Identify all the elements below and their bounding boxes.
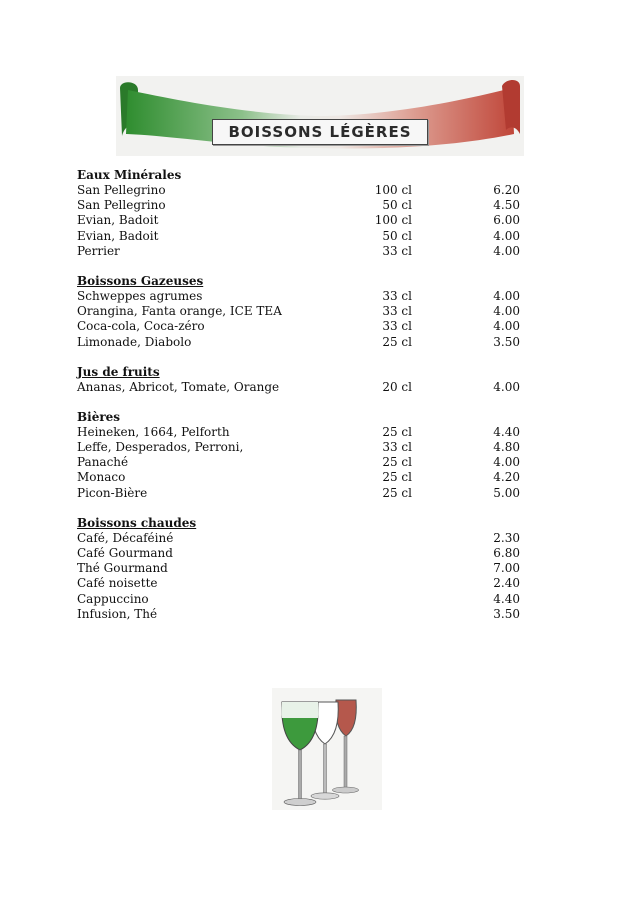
item-price: 4.20 — [493, 470, 520, 485]
item-name: San Pellegrino — [77, 198, 166, 213]
section-title: Boissons chaudes — [77, 515, 197, 530]
item-price: 4.00 — [493, 379, 520, 394]
item-volume: 33 cl — [382, 304, 412, 319]
item-price: 6.80 — [493, 546, 520, 560]
item-price: 4.40 — [493, 424, 520, 439]
item-name: Café Gourmand — [77, 546, 173, 560]
item-volume: 50 cl — [382, 228, 412, 243]
item-price: 2.30 — [493, 530, 520, 545]
drinks-menu — [77, 168, 520, 637]
item-volume: 100 cl — [374, 213, 412, 228]
item-volume: 20 cl — [382, 379, 412, 394]
item-price: 4.00 — [493, 304, 520, 319]
item-name: Panaché — [77, 455, 129, 470]
menu-item — [77, 213, 520, 228]
menu-item — [77, 561, 520, 576]
menu-item — [77, 576, 520, 591]
item-name: Café noisette — [77, 576, 158, 591]
menu-item — [77, 607, 520, 622]
menu-item — [77, 470, 520, 485]
item-name: Infusion, Thé — [77, 606, 158, 621]
menu-item — [77, 244, 520, 259]
banner-title: BOISSONS LÉGÈRES — [212, 119, 428, 145]
item-price: 7.00 — [493, 561, 520, 576]
item-name: Limonade, Diabolo — [77, 334, 192, 349]
item-name: Café, Décaféiné — [77, 530, 174, 545]
item-price: 4.00 — [493, 288, 520, 303]
item-price: 5.00 — [493, 485, 520, 500]
section-title: Boissons Gazeuses — [77, 273, 204, 288]
item-name: Heineken, 1664, Pelforth — [77, 424, 230, 439]
menu-item — [77, 531, 520, 546]
item-volume: 25 cl — [382, 334, 412, 349]
menu-item — [77, 289, 520, 304]
menu-section — [77, 365, 520, 395]
menu-item — [77, 486, 520, 501]
item-name: Schweppes agrumes — [77, 288, 203, 303]
item-volume: 50 cl — [382, 198, 412, 213]
item-price: 4.40 — [493, 591, 520, 606]
item-volume: 33 cl — [382, 243, 412, 258]
section-title: Bières — [77, 409, 121, 424]
menu-section — [77, 410, 520, 501]
item-name: Picon-Bière — [77, 485, 148, 500]
item-price: 4.80 — [493, 440, 520, 455]
item-volume: 33 cl — [382, 288, 412, 303]
menu-section — [77, 274, 520, 350]
menu-item — [77, 183, 520, 198]
item-price: 6.00 — [493, 213, 520, 228]
item-price: 3.50 — [493, 334, 520, 349]
item-volume: 25 cl — [382, 455, 412, 470]
item-name: Evian, Badoit — [77, 228, 159, 243]
section-title: Jus de fruits — [77, 364, 160, 379]
item-price: 4.00 — [493, 243, 520, 258]
item-name: Ananas, Abricot, Tomate, Orange — [77, 379, 280, 394]
item-name: Coca-cola, Coca-zéro — [77, 319, 205, 334]
item-price: 4.00 — [493, 455, 520, 470]
menu-item — [77, 319, 520, 334]
item-name: Monaco — [77, 470, 126, 485]
item-name: Leffe, Desperados, Perroni, — [77, 440, 244, 455]
menu-section — [77, 516, 520, 622]
item-name: Orangina, Fanta orange, ICE TEA — [77, 304, 282, 319]
item-name: Thé Gourmand — [77, 561, 168, 576]
item-volume: 33 cl — [382, 319, 412, 334]
item-price: 3.50 — [493, 606, 520, 621]
menu-item — [77, 592, 520, 607]
section-title: Eaux Minérales — [77, 168, 182, 182]
item-volume: 33 cl — [382, 440, 412, 455]
item-volume: 100 cl — [374, 183, 412, 197]
item-price: 2.40 — [493, 576, 520, 591]
menu-item — [77, 304, 520, 319]
wine-glasses-illustration — [272, 688, 382, 810]
item-price: 6.20 — [493, 183, 520, 197]
menu-item — [77, 380, 520, 395]
menu-item — [77, 425, 520, 440]
item-name: Evian, Badoit — [77, 213, 159, 228]
menu-item — [77, 440, 520, 455]
item-price: 4.50 — [493, 198, 520, 213]
item-volume: 25 cl — [382, 485, 412, 500]
menu-item — [77, 455, 520, 470]
item-name: Perrier — [77, 243, 120, 258]
menu-item — [77, 546, 520, 561]
menu-section — [77, 168, 520, 259]
item-volume: 25 cl — [382, 424, 412, 439]
menu-item — [77, 229, 520, 244]
item-name: San Pellegrino — [77, 183, 166, 197]
menu-item — [77, 198, 520, 213]
item-volume: 25 cl — [382, 470, 412, 485]
item-price: 4.00 — [493, 228, 520, 243]
item-name: Cappuccino — [77, 591, 149, 606]
menu-item — [77, 335, 520, 350]
item-price: 4.00 — [493, 319, 520, 334]
